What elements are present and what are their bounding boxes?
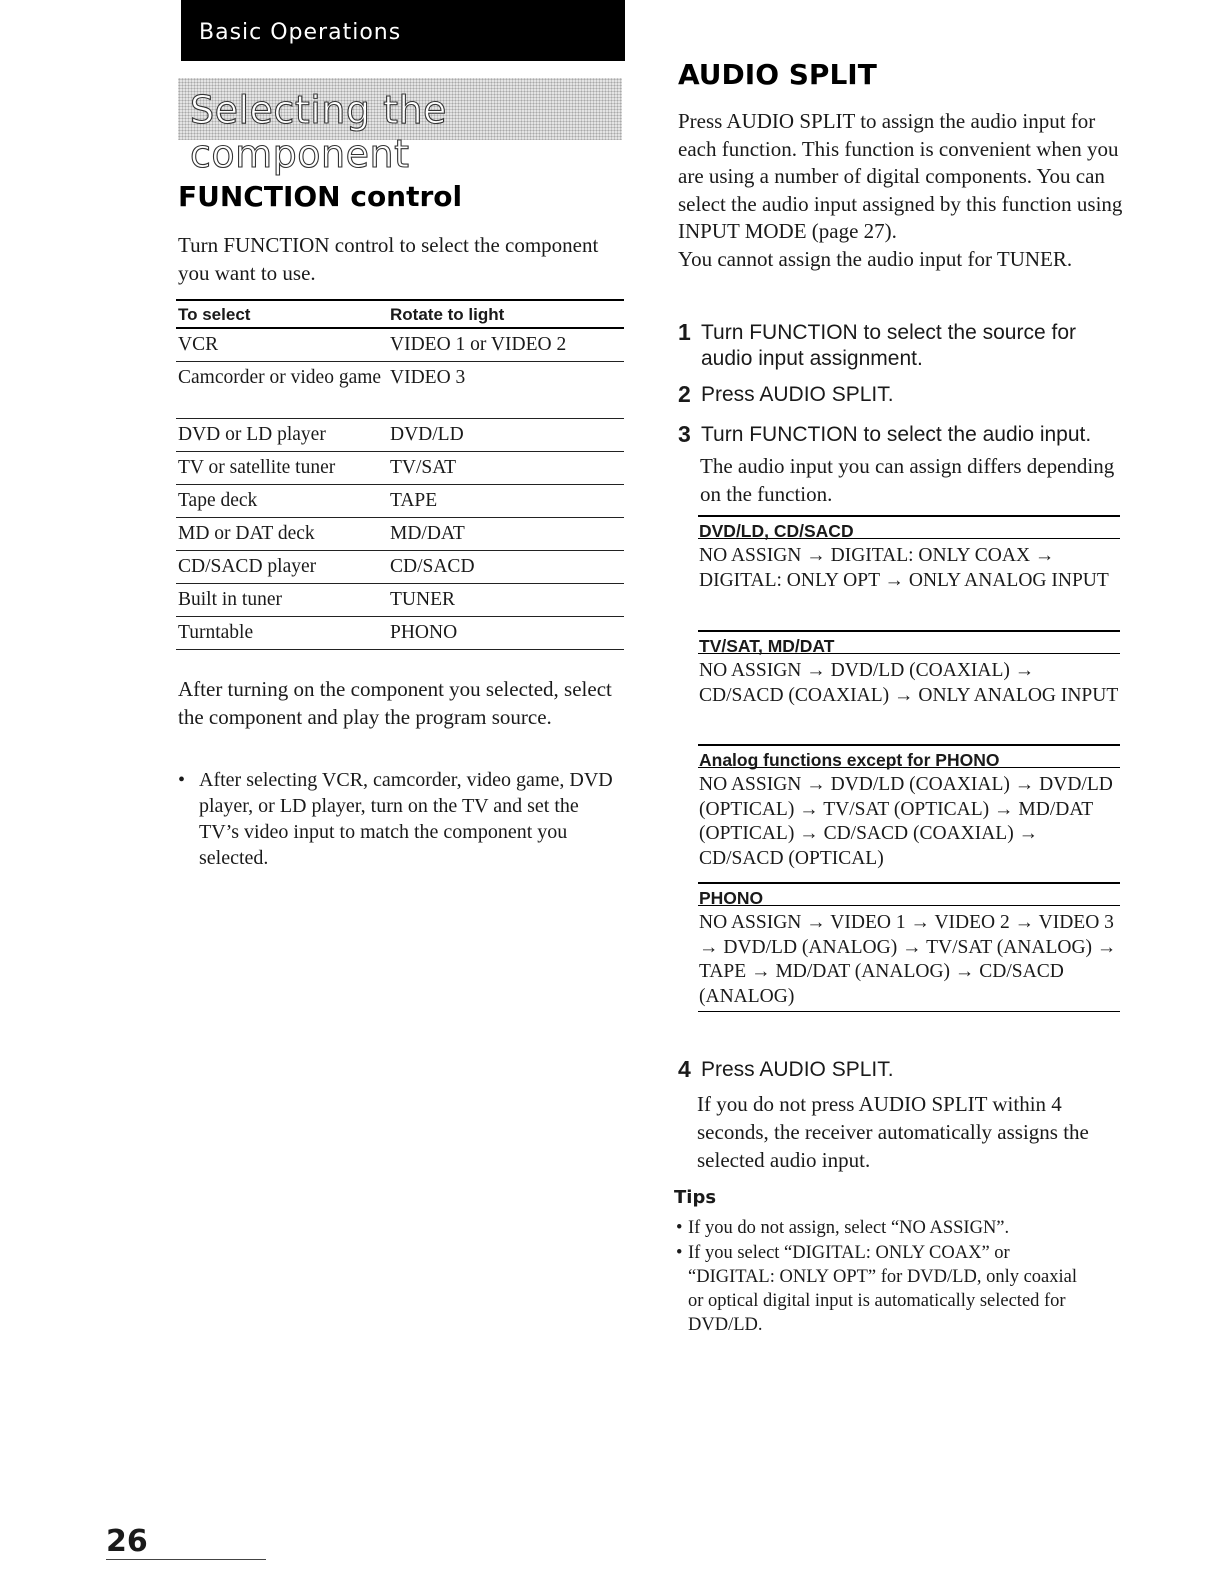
step-2 bbox=[678, 382, 1128, 408]
audio-split-tuner-note: You cannot assign the audio input for TUNER. bbox=[678, 246, 1073, 271]
assignment-sequence: NO ASSIGN → DVD/LD (COAXIAL) → DVD/LD (OPTICAL) → TV/SAT (OPTICAL) → MD/DAT (OPTICAL) → CD/SACD (COAXIAL) → CD/SACD (OPTICAL) bbox=[699, 774, 1113, 869]
step-number: 4 bbox=[678, 1056, 691, 1082]
assignment-heading: Analog functions except for PHONO bbox=[698, 744, 1120, 768]
section-label: Basic Operations bbox=[199, 20, 402, 45]
table-row bbox=[176, 617, 624, 650]
table-cell-component: VCR bbox=[176, 328, 388, 362]
step-number: 1 bbox=[678, 319, 691, 345]
assignment-heading: PHONO bbox=[698, 882, 1120, 906]
step-text: Press AUDIO SPLIT. bbox=[701, 1058, 894, 1081]
assignment-block-phono bbox=[698, 882, 1120, 1012]
assignment-sequence: NO ASSIGN → DIGITAL: ONLY COAX → DIGITAL: ONLY OPT → ONLY ANALOG INPUT bbox=[699, 545, 1109, 591]
table-cell-component: CD/SACD player bbox=[176, 551, 388, 584]
table-row bbox=[176, 328, 624, 362]
audio-split-heading: AUDIO SPLIT bbox=[678, 58, 877, 91]
table-cell-light: TAPE bbox=[388, 485, 624, 518]
table-cell-component: Turntable bbox=[176, 617, 388, 650]
table-cell-light: CD/SACD bbox=[388, 551, 624, 584]
table-row bbox=[176, 485, 624, 518]
table-cell-light: VIDEO 3 bbox=[388, 362, 624, 419]
table-cell-light: TV/SAT bbox=[388, 452, 624, 485]
table-row bbox=[176, 362, 624, 419]
assignment-sequence: NO ASSIGN → VIDEO 1 → VIDEO 2 → VIDEO 3 → DVD/LD (ANALOG) → TV/SAT (ANALOG) → TAPE → MD/DAT (ANALOG) → CD/SACD (ANALOG) bbox=[699, 912, 1117, 1007]
table-cell-component: TV or satellite tuner bbox=[176, 452, 388, 485]
assignment-heading: DVD/LD, CD/SACD bbox=[698, 515, 1120, 539]
table-cell-component: Tape deck bbox=[176, 485, 388, 518]
function-table bbox=[176, 299, 624, 650]
step-text: Turn FUNCTION to select the source for audio input assignment. bbox=[701, 321, 1076, 370]
tip-text: If you do not assign, select “NO ASSIGN”. bbox=[688, 1218, 1010, 1238]
after-turning-on-text: After turning on the component you selected, select the component and play the program source. bbox=[178, 677, 612, 729]
table-cell-component: Built in tuner bbox=[176, 584, 388, 617]
table-header-to-select: To select bbox=[176, 300, 388, 328]
tip-text: If you select “DIGITAL: ONLY COAX” or “DIGITAL: ONLY OPT” for DVD/LD, only coaxial or optical digital input is automatically selected for DVD/LD. bbox=[688, 1243, 1078, 1335]
function-control-heading: FUNCTION control bbox=[178, 180, 463, 213]
table-cell-light: DVD/LD bbox=[388, 419, 624, 452]
page-title-band bbox=[178, 78, 622, 176]
tips-heading: Tips bbox=[674, 1187, 717, 1208]
assignment-heading: TV/SAT, MD/DAT bbox=[698, 630, 1120, 654]
table-cell-light: PHONO bbox=[388, 617, 624, 650]
page-number: 26 bbox=[106, 1525, 266, 1560]
bullet-note bbox=[178, 767, 618, 871]
audio-split-intro bbox=[678, 108, 1128, 273]
bullet-dot-icon: • bbox=[676, 1218, 683, 1238]
table-header-rotate-to-light: Rotate to light bbox=[388, 300, 624, 328]
table-cell-light: TUNER bbox=[388, 584, 624, 617]
table-row bbox=[176, 584, 624, 617]
page-title: Selecting the component bbox=[190, 88, 447, 176]
step-text: Press AUDIO SPLIT. bbox=[701, 383, 894, 406]
assignment-block-dvd-cd bbox=[698, 515, 1120, 595]
table-cell-light: MD/DAT bbox=[388, 518, 624, 551]
step-number: 3 bbox=[678, 421, 691, 447]
step-4-description: If you do not press AUDIO SPLIT within 4 seconds, the receiver automatically assigns the selected audio input. bbox=[697, 1092, 1089, 1172]
step-1 bbox=[678, 320, 1128, 372]
bullet-dot-icon: • bbox=[178, 769, 186, 791]
table-row bbox=[176, 551, 624, 584]
step-text: Turn FUNCTION to select the audio input. bbox=[701, 423, 1092, 446]
table-row bbox=[176, 518, 624, 551]
table-cell-component: Camcorder or video game bbox=[176, 362, 388, 419]
step-3-description: The audio input you can assign differs depending on the function. bbox=[700, 454, 1115, 506]
table-cell-light: VIDEO 1 or VIDEO 2 bbox=[388, 328, 624, 362]
step-number: 2 bbox=[678, 381, 691, 407]
function-control-intro: Turn FUNCTION control to select the component you want to use. bbox=[178, 233, 599, 285]
assignment-block-tv-md bbox=[698, 630, 1120, 710]
table-cell-component: MD or DAT deck bbox=[176, 518, 388, 551]
tip-item bbox=[676, 1241, 1096, 1337]
step-3 bbox=[678, 422, 1128, 448]
step-4 bbox=[678, 1057, 1128, 1083]
bullet-dot-icon: • bbox=[676, 1243, 683, 1263]
bullet-note-text: After selecting VCR, camcorder, video game, DVD player, or LD player, turn on the TV and set the TV’s video input to match the component you selected. bbox=[199, 769, 613, 869]
section-header-bar bbox=[181, 0, 625, 61]
table-header-row bbox=[176, 300, 624, 328]
table-cell-component: DVD or LD player bbox=[176, 419, 388, 452]
assignment-sequence: NO ASSIGN → DVD/LD (COAXIAL) → CD/SACD (COAXIAL) → ONLY ANALOG INPUT bbox=[699, 660, 1119, 706]
assignment-block-analog bbox=[698, 744, 1120, 873]
audio-split-intro-text: Press AUDIO SPLIT to assign the audio input for each function. This function is convenient when you are using a number of digital components. You can select the audio input assigned by this function using INPUT MODE (page 27). bbox=[678, 109, 1123, 243]
table-row bbox=[176, 419, 624, 452]
table-row bbox=[176, 452, 624, 485]
tip-item bbox=[676, 1216, 1096, 1240]
